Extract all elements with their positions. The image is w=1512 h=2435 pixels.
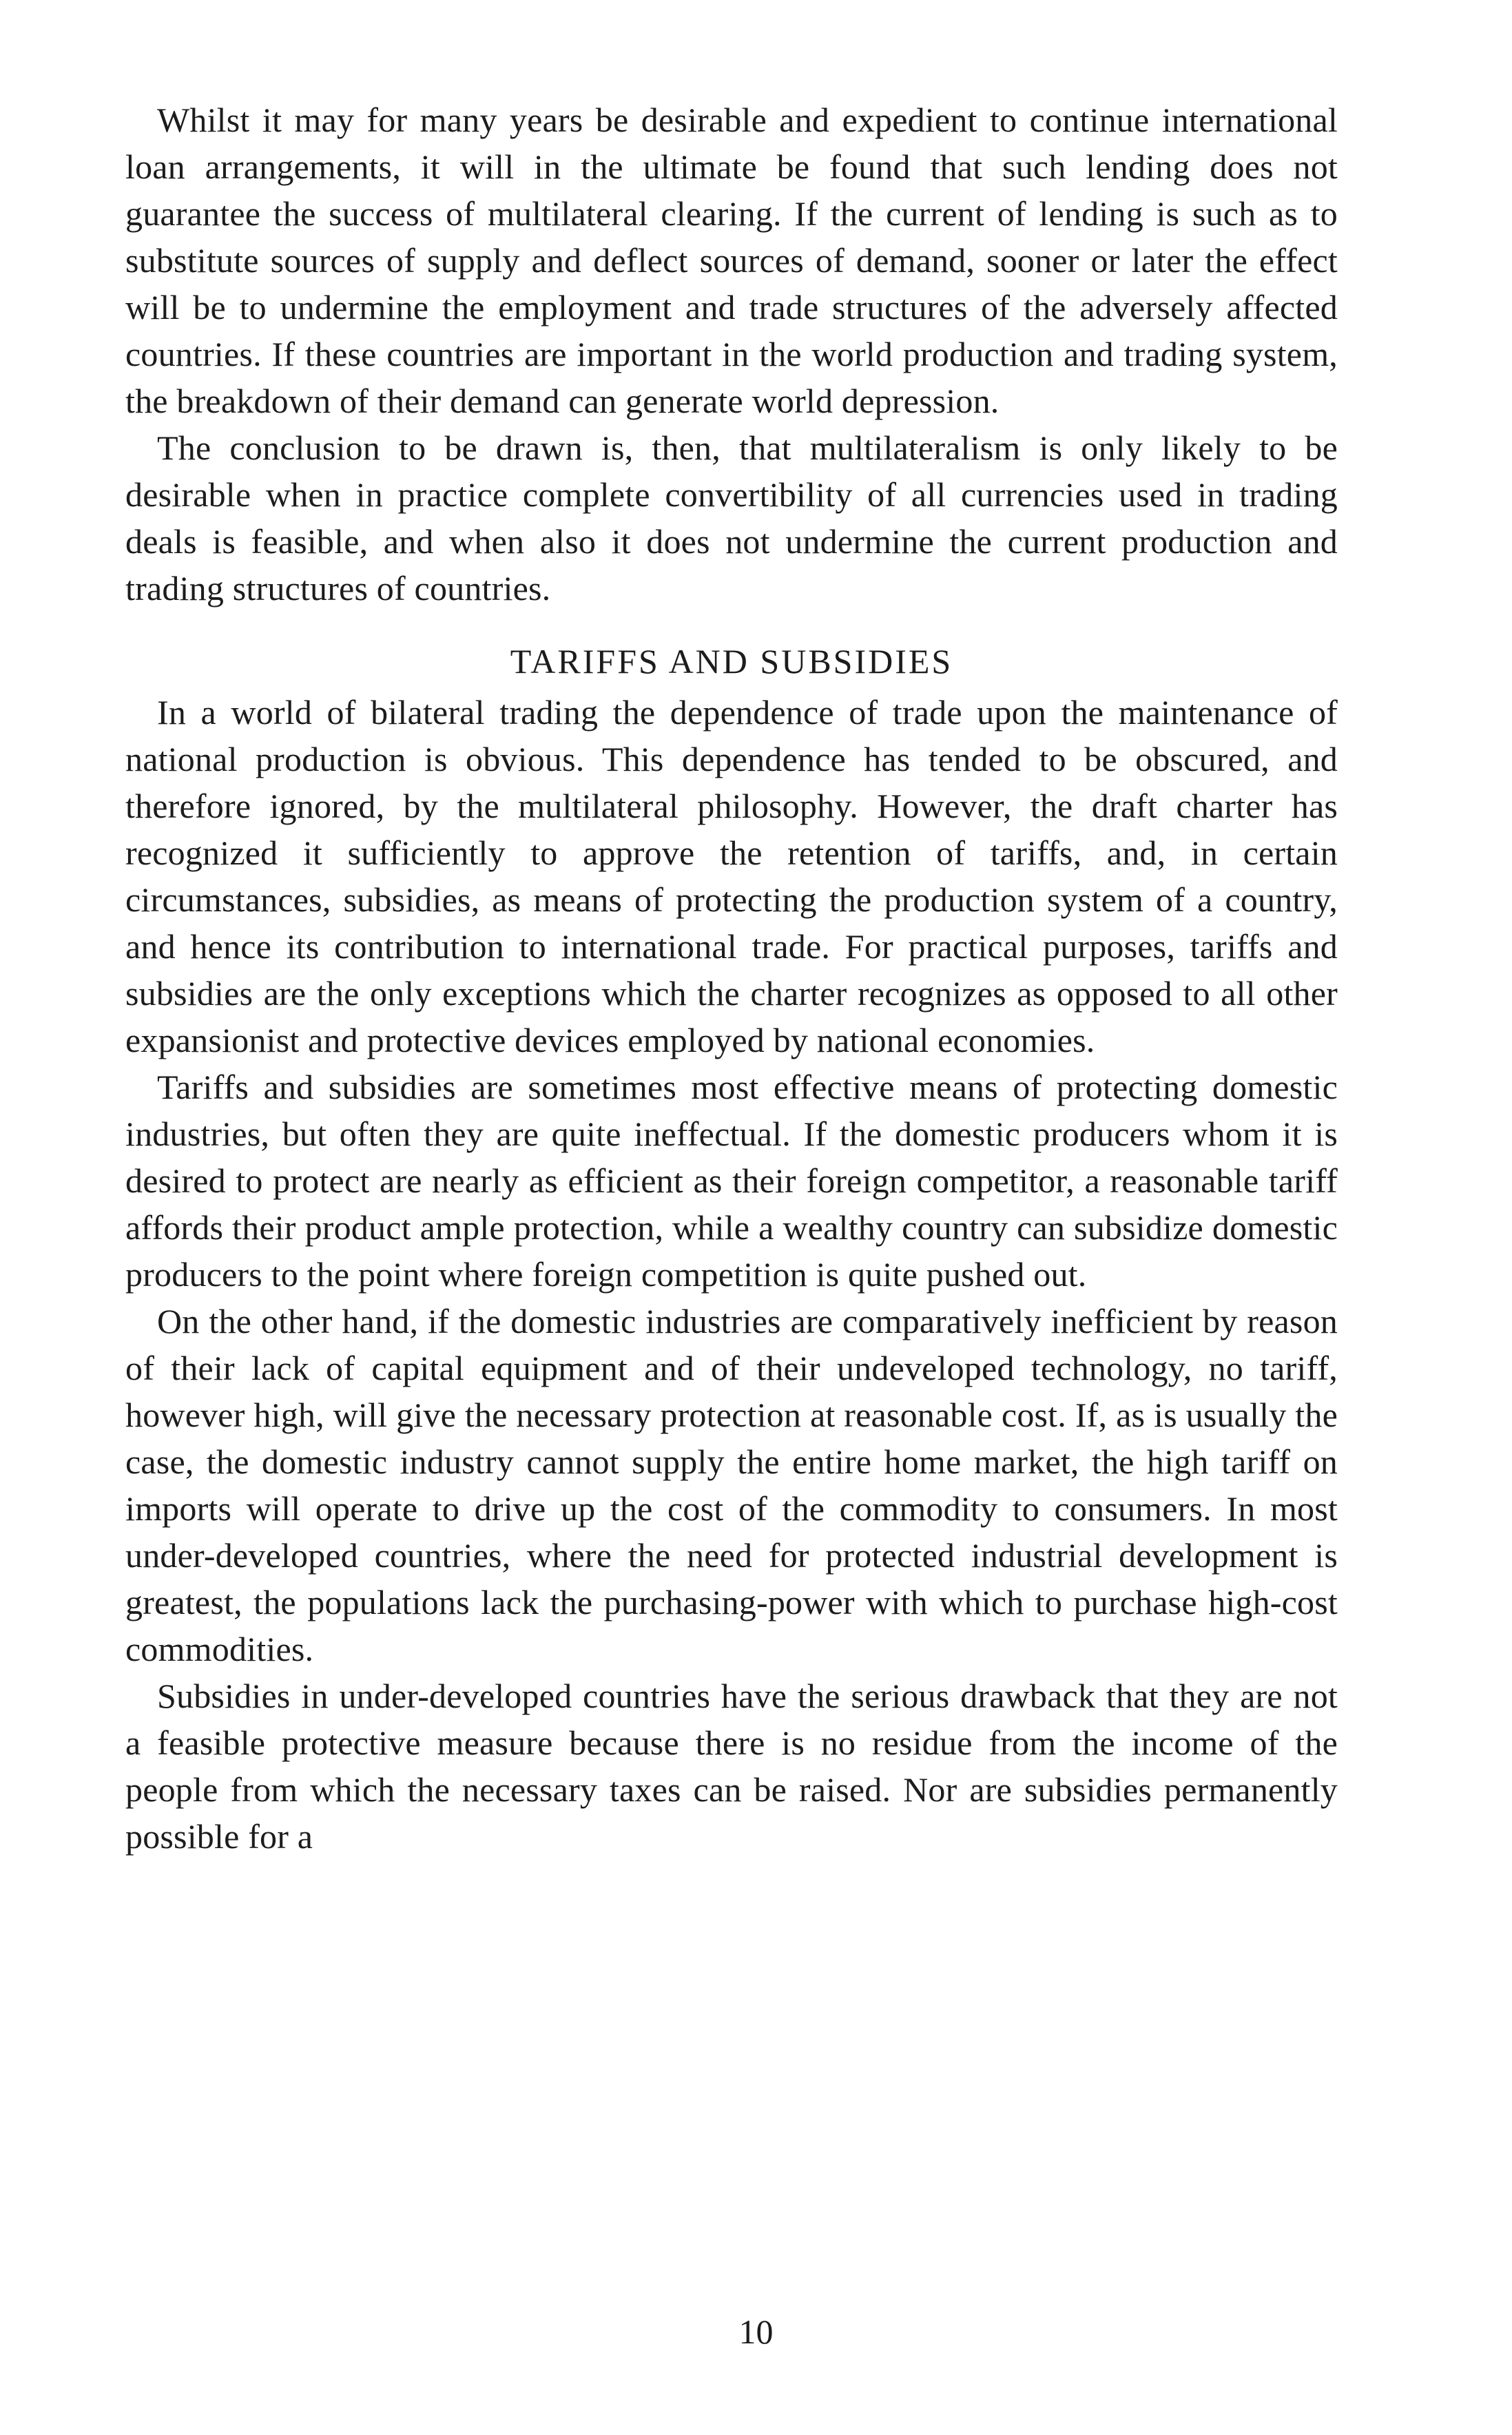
paragraph-lending: Whilst it may for many years be desirable and expedient to continue international loan arrangements, it will in the ultimate be found that such lending does not guarantee the success of multilateral clearing. If the current of lending is such as to substitute sources of supply and deflect sources of demand, sooner or later the effect will be to undermine the employment and trade structures of the adversely affected countries. If these countries are important in the world production and trading system, the breakdown of their demand can generate world depression. <box>125 101 1338 420</box>
page-body <box>125 96 1338 1860</box>
paragraph-inefficient-industries: On the other hand, if the domestic industries are comparatively inefficient by reason of their lack of capital equipment and of their undeveloped technology, no tariff, however high, will give the necessary protection at reasonable cost. If, as is usually the case, the domestic industry cannot supply the entire home market, the high tariff on imports will operate to drive up the cost of the commodity to consumers. In most under-developed countries, where the need for protected industrial development is greatest, the populations lack the purchasing-power with which to purchase high-cost commodities. <box>125 1302 1338 1668</box>
section-heading: TARIFFS AND SUBSIDIES <box>510 642 953 681</box>
paragraph-conclusion: The conclusion to be drawn is, then, that multilateralism is only likely to be desirable when in practice complete convertibility of all currencies used in trading deals is feasible, and when also it does not undermine the current production and trading structures of countries. <box>125 428 1338 608</box>
paragraph-subsidies: Subsidies in under-developed countries have the serious drawback that they are not a feasible protective measure because there is no residue from the income of the people from which the necessary taxes can be raised. Nor are subsidies permanently possible for a <box>125 1677 1338 1856</box>
paragraph-bilateral-trading: In a world of bilateral trading the dependence of trade upon the maintenance of national production is obvious. This dependence has tended to be obscured, and therefore ignored, by the multilateral philosophy. However, the draft charter has recognized it sufficiently to approve the retention of tariffs, and, in certain circumstances, subsidies, as means of protecting the production system of a country, and hence its contribution to international trade. For practical purposes, tariffs and subsidies are the only exceptions which the charter recognizes as opposed to all other expansionist and protective devices employed by national economies. <box>125 693 1338 1059</box>
paragraph-tariffs-effectiveness: Tariffs and subsidies are sometimes most effective means of protecting domestic industries, but often they are quite ineffectual. If the domestic producers whom it is desired to protect are nearly as efficient as their foreign competitor, a reasonable tariff affords their product ample protection, while a wealthy country can subsidize domestic producers to the point where foreign competition is quite pushed out. <box>125 1068 1338 1294</box>
page-number: 10 <box>738 2312 774 2351</box>
